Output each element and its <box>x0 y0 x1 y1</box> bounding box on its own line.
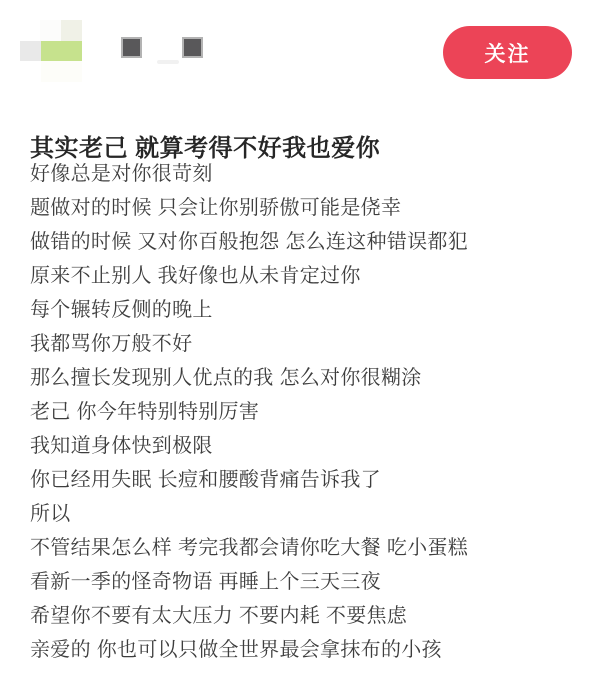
post-line: 不管结果怎么样 考完我都会请你吃大餐 吃小蛋糕 <box>30 537 469 559</box>
post-line: 你已经用失眠 长痘和腰酸背痛告诉我了 <box>30 469 381 491</box>
avatar-pixel <box>41 61 82 82</box>
avatar-pixel <box>40 20 61 41</box>
post-line: 好像总是对你很苛刻 <box>30 163 213 185</box>
post-line: 老己 你今年特别特别厉害 <box>30 401 260 423</box>
post-line: 题做对的时候 只会让你别骄傲可能是侥幸 <box>30 197 402 219</box>
post-line: 看新一季的怪奇物语 再睡上个三天三夜 <box>30 571 381 593</box>
avatar[interactable] <box>20 20 82 82</box>
censored-username-block <box>182 37 203 58</box>
post-line: 原来不止别人 我好像也从未肯定过你 <box>30 265 361 287</box>
post-line: 我知道身体快到极限 <box>30 435 213 457</box>
post-line: 每个辗转反侧的晚上 <box>30 299 213 321</box>
follow-button[interactable]: 关注 <box>443 26 572 79</box>
post-header <box>0 0 600 96</box>
avatar-pixel <box>61 20 82 41</box>
avatar-pixel <box>41 41 82 61</box>
post-line: 所以 <box>30 503 71 525</box>
post-line: 我都骂你万般不好 <box>30 333 193 355</box>
post-title: 其实老己 就算考得不好我也爱你 <box>30 135 381 163</box>
post-line: 希望你不要有太大压力 不要内耗 不要焦虑 <box>30 605 408 627</box>
censored-username-smudge <box>157 60 179 64</box>
post-body <box>30 157 590 667</box>
post-line: 亲爱的 你也可以只做全世界最会拿抹布的小孩 <box>30 639 442 661</box>
post-line: 那么擅长发现别人优点的我 怎么对你很糊涂 <box>30 367 422 389</box>
censored-username[interactable] <box>121 37 231 67</box>
censored-username-block <box>121 37 142 58</box>
post-line: 做错的时候 又对你百般抱怨 怎么连这种错误都犯 <box>30 231 469 253</box>
avatar-pixel <box>20 41 41 61</box>
